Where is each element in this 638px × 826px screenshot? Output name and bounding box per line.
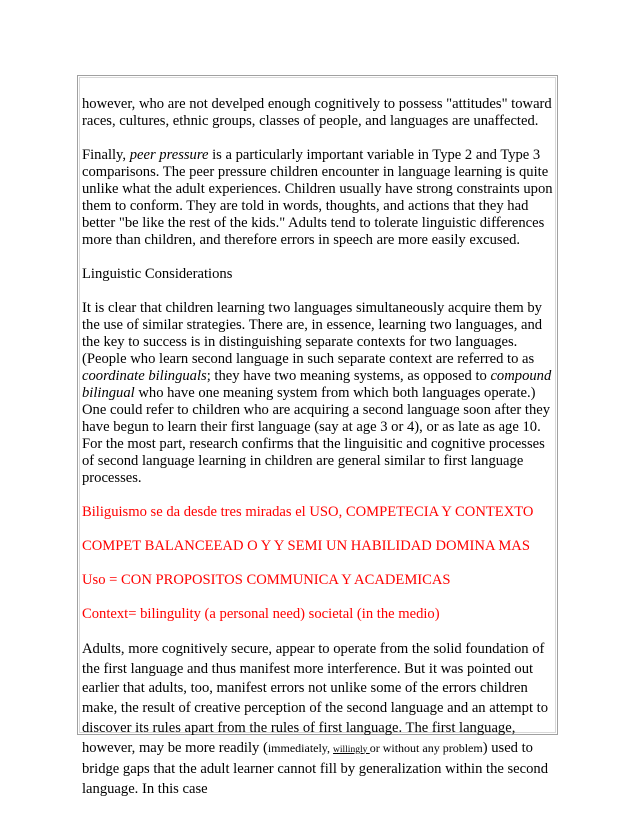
emphasis-term: compound bilingual [82, 368, 552, 401]
paragraph-children-age [82, 402, 554, 487]
small-annotation: immediately, [267, 740, 334, 755]
paragraph-attitudes [82, 96, 554, 130]
paragraph-text: ; they have two meaning systems, as opposed to [206, 368, 491, 384]
small-annotation: or without any problem [369, 740, 483, 755]
red-note-1: Biliguismo se da desde tres miradas el USO, COMPETECIA Y CONTEXTO [82, 504, 534, 520]
paragraph-adults [82, 640, 554, 800]
paragraph-group [82, 300, 554, 487]
paragraph-text: who have one meaning system from which both languages operate.) [134, 385, 536, 401]
paragraph-text: is a particularly important variable in Type 2 and Type 3 comparisons. The peer pressure children encounter in language learning is quite unlike what the adult experiences. Children usually have strong constraints upon them to conform. They are told in words, thoughts, and actions that they had better "be like the rest of the kids." Adults tend to tolerate linguistic differences more than children, and therefore errors in speech are more easily excused. [82, 147, 553, 248]
paragraph-text: however, who are not develped enough cognitively to possess "attitudes" toward races, cultures, ethnic groups, classes of people, and languages are unaffected. [82, 96, 552, 129]
tiny-underlined-annotation: willingly [333, 744, 370, 755]
document-body [82, 96, 554, 817]
paragraph-strategies [82, 300, 554, 402]
section-heading: Linguistic Considerations [82, 266, 233, 282]
paragraph-text: One could refer to children who are acquiring a second language soon after they have begun to learn their first language (say at age 3 or 4), or as late as age 10. For the most part, research confirms that the linguisitic and cognitive processes of second language learning in children are general similar to first language processes. [82, 402, 551, 486]
emphasis-term: coordinate bilinguals [82, 368, 207, 384]
paragraph-text: It is clear that children learning two languages simultaneously acquire them by the use of similar strategies. There are, in essence, learning two languages, and the key to success is in distinguishing separate contexts for two languages. (People who learn second language in such separate context are referred to as [82, 300, 543, 367]
paragraph-text: ) used to bridge gaps that the adult learner cannot fill by generalization within the second language. In this case [82, 739, 549, 797]
red-note-3: Uso = CON PROPOSITOS COMMUNICA Y ACADEMICAS [82, 572, 451, 588]
paragraph-peer-pressure [82, 147, 554, 249]
emphasis-term: peer pressure [129, 147, 209, 163]
paragraph-text: Finally, [82, 147, 130, 163]
red-note-4: Context= bilingulity (a personal need) societal (in the medio) [82, 606, 440, 622]
paragraph-text: Adults, more cognitively secure, appear to operate from the solid foundation of the first language and thus manifest more interference. But it was pointed out earlier that adults, too, manifest errors not unlike some of the errors children make, the result of creative perception of the second language and an attempt to discover its rules apart from the rules of first language. The first language, however, may be more readily ( [82, 641, 549, 756]
red-note-2: COMPET BALANCEEAD O Y Y SEMI UN HABILIDAD DOMINA MAS [82, 538, 530, 554]
